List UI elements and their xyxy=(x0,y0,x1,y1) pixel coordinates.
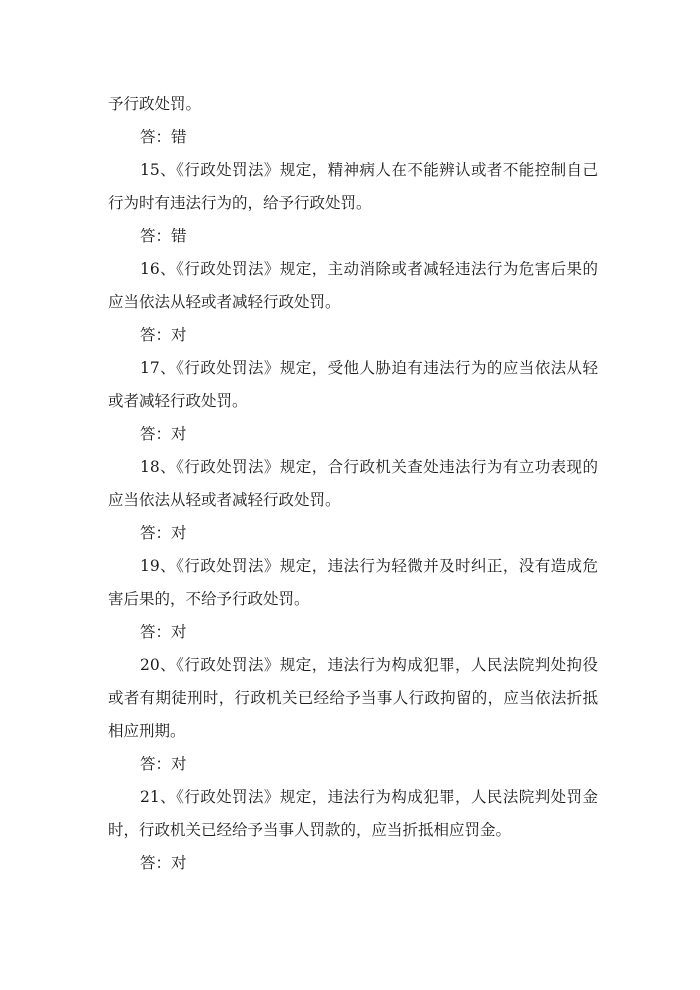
question-17: 17、《行政处罚法》规定，受他人胁迫有违法行为的应当依法从轻或者减轻行政处罚。 xyxy=(108,359,598,410)
answer-14: 答：错 xyxy=(140,128,187,146)
answer-16: 答：对 xyxy=(140,326,187,344)
question-20: 20、《行政处罚法》规定，违法行为构成犯罪，人民法院判处拘役或者有期徒刑时，行政机关已经给予当事人行政拘留的，应当依法折抵相应刑期。 xyxy=(108,656,598,740)
answer-17: 答：对 xyxy=(140,425,187,443)
question-19: 19、《行政处罚法》规定，违法行为轻微并及时纠正，没有造成危害后果的，不给予行政处罚。 xyxy=(108,557,598,608)
answer-20: 答：对 xyxy=(140,755,187,773)
question-16: 16、《行政处罚法》规定，主动消除或者减轻违法行为危害后果的应当依法从轻或者减轻行政处罚。 xyxy=(108,260,598,311)
continued-text: 予行政处罚。 xyxy=(108,95,202,113)
question-18: 18、《行政处罚法》规定，合行政机关查处违法行为有立功表现的应当依法从轻或者减轻行政处罚。 xyxy=(108,458,598,509)
question-21: 21、《行政处罚法》规定，违法行为构成犯罪，人民法院判处罚金时，行政机关已经给予当事人罚款的，应当折抵相应罚金。 xyxy=(108,788,598,839)
answer-18: 答：对 xyxy=(140,524,187,542)
question-15: 15、《行政处罚法》规定，精神病人在不能辨认或者不能控制自己行为时有违法行为的，给予行政处罚。 xyxy=(108,161,598,212)
answer-21: 答：对 xyxy=(140,854,187,872)
answer-15: 答：错 xyxy=(140,227,187,245)
document-body xyxy=(108,88,598,880)
answer-19: 答：对 xyxy=(140,623,187,641)
